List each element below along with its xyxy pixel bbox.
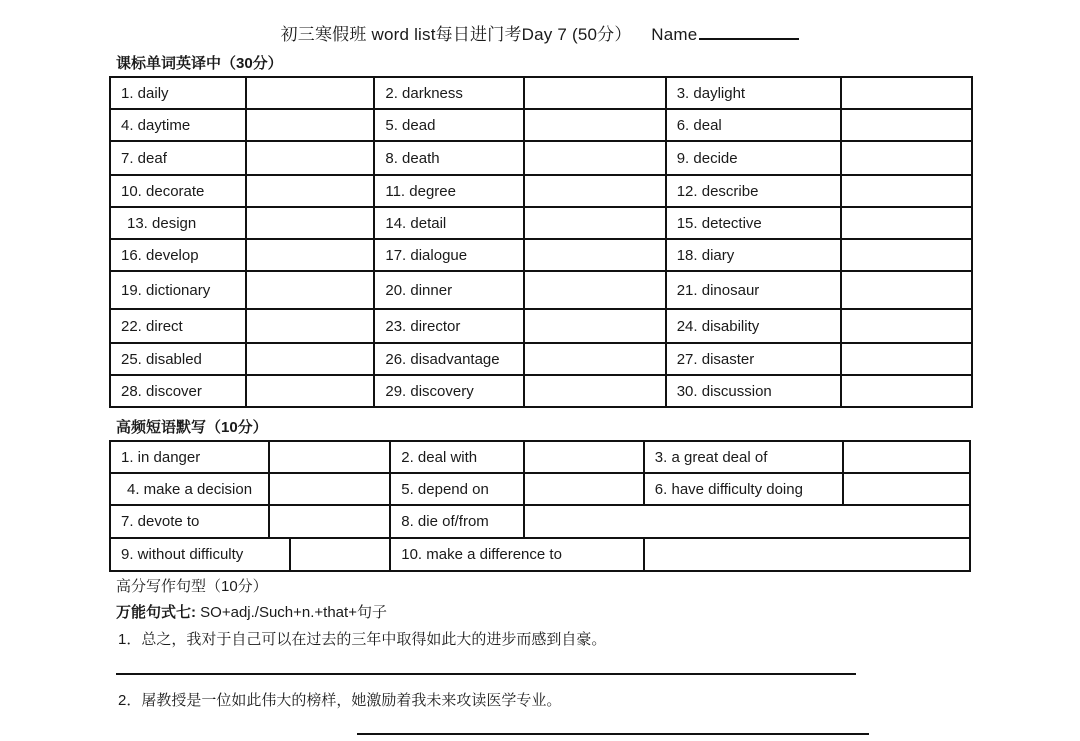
answer-cell[interactable]	[524, 343, 665, 375]
phrase-row	[110, 473, 970, 505]
vocab-row	[110, 375, 972, 407]
vocab-row	[110, 141, 972, 175]
phrase-item: 10. make a difference to	[390, 538, 644, 571]
vocab-word: 22. direct	[110, 309, 246, 343]
answer-cell[interactable]	[246, 343, 375, 375]
name-label: Name	[651, 25, 698, 44]
answer-cell[interactable]	[841, 141, 972, 175]
vocab-word: 15. detective	[666, 207, 842, 239]
answer-cell[interactable]	[269, 505, 390, 538]
answer-cell[interactable]	[841, 309, 972, 343]
answer-cell[interactable]	[524, 441, 644, 473]
vocab-word: 8. death	[374, 141, 524, 175]
answer-cell[interactable]	[841, 77, 972, 109]
answer-cell[interactable]	[269, 473, 390, 505]
vocab-word: 23. director	[374, 309, 524, 343]
answer-cell[interactable]	[246, 309, 375, 343]
answer-cell[interactable]	[524, 375, 665, 407]
answer-cell[interactable]	[843, 473, 970, 505]
phrase-item: 1. in danger	[110, 441, 269, 473]
formula-text: SO+adj./Such+n.+that+句子	[200, 604, 387, 621]
vocab-word: 16. develop	[110, 239, 246, 271]
vocab-word: 26. disadvantage	[374, 343, 524, 375]
answer-cell[interactable]	[843, 441, 970, 473]
answer-cell[interactable]	[524, 175, 665, 207]
answer-cell[interactable]	[644, 538, 970, 571]
vocab-row	[110, 175, 972, 207]
phrase-table	[109, 440, 971, 572]
answer-cell[interactable]	[524, 109, 665, 141]
answer-cell[interactable]	[841, 109, 972, 141]
vocab-word: 6. deal	[666, 109, 842, 141]
phrase-item: 4. make a decision	[110, 473, 269, 505]
answer-cell[interactable]	[246, 109, 375, 141]
vocab-row	[110, 309, 972, 343]
vocab-row	[110, 343, 972, 375]
phrase-item: 6. have difficulty doing	[644, 473, 843, 505]
vocab-row	[110, 239, 972, 271]
vocab-word: 11. degree	[374, 175, 524, 207]
page-title	[0, 20, 1080, 45]
vocab-word: 27. disaster	[666, 343, 842, 375]
vocab-word: 24. disability	[666, 309, 842, 343]
vocab-word: 3. daylight	[666, 77, 842, 109]
answer-cell[interactable]	[246, 175, 375, 207]
answer-cell[interactable]	[841, 207, 972, 239]
sentence-2: 2．屠教授是一位如此伟大的榜样，她激励着我未来攻读医学专业。	[118, 692, 562, 709]
answer-cell[interactable]	[524, 77, 665, 109]
phrase-row	[110, 505, 970, 538]
vocab-word: 28. discover	[110, 375, 246, 407]
vocab-word: 13. design	[110, 207, 246, 239]
vocab-word: 18. diary	[666, 239, 842, 271]
vocab-word: 7. deaf	[110, 141, 246, 175]
answer-cell[interactable]	[841, 375, 972, 407]
section3-label: 高分写作句型（10分）	[116, 578, 268, 595]
section2-label: 高频短语默写（10分）	[116, 419, 268, 436]
vocab-word: 17. dialogue	[374, 239, 524, 271]
vocab-word: 12. describe	[666, 175, 842, 207]
vocab-word: 2. darkness	[374, 77, 524, 109]
formula-title: 万能句式七:	[116, 604, 196, 621]
phrase-item: 7. devote to	[110, 505, 269, 538]
formula-line	[116, 601, 387, 622]
vocab-table	[109, 76, 973, 408]
answer-cell[interactable]	[269, 441, 390, 473]
vocab-row	[110, 109, 972, 141]
answer-cell[interactable]	[841, 239, 972, 271]
answer-cell[interactable]	[524, 473, 644, 505]
answer-cell[interactable]	[524, 271, 665, 309]
vocab-word: 30. discussion	[666, 375, 842, 407]
answer-cell[interactable]	[290, 538, 390, 571]
answer-cell[interactable]	[524, 141, 665, 175]
vocab-word: 25. disabled	[110, 343, 246, 375]
answer-cell[interactable]	[524, 309, 665, 343]
vocab-word: 29. discovery	[374, 375, 524, 407]
answer-cell[interactable]	[246, 77, 375, 109]
vocab-word: 20. dinner	[374, 271, 524, 309]
vocab-word: 19. dictionary	[110, 271, 246, 309]
answer-cell[interactable]	[524, 239, 665, 271]
vocab-word: 1. daily	[110, 77, 246, 109]
answer-cell[interactable]	[246, 375, 375, 407]
vocab-row	[110, 77, 972, 109]
phrase-row	[110, 538, 970, 571]
answer-cell[interactable]	[524, 505, 970, 538]
answer-cell[interactable]	[246, 141, 375, 175]
answer-cell[interactable]	[524, 207, 665, 239]
answer-cell[interactable]	[246, 207, 375, 239]
phrase-item: 5. depend on	[390, 473, 524, 505]
answer-cell[interactable]	[246, 271, 375, 309]
vocab-word: 9. decide	[666, 141, 842, 175]
vocab-row	[110, 271, 972, 309]
phrase-item: 9. without difficulty	[110, 538, 290, 571]
name-input-line[interactable]	[699, 22, 799, 40]
vocab-word: 10. decorate	[110, 175, 246, 207]
vocab-word: 14. detail	[374, 207, 524, 239]
answer-line-2[interactable]	[357, 733, 869, 735]
answer-cell[interactable]	[841, 175, 972, 207]
vocab-word: 4. daytime	[110, 109, 246, 141]
phrase-row	[110, 441, 970, 473]
phrase-item: 3. a great deal of	[644, 441, 843, 473]
vocab-row	[110, 207, 972, 239]
vocab-word: 21. dinosaur	[666, 271, 842, 309]
answer-cell[interactable]	[841, 271, 972, 309]
answer-cell[interactable]	[841, 343, 972, 375]
phrase-item: 8. die of/from	[390, 505, 524, 538]
title-text: 初三寒假班 word list每日进门考Day 7 (50分）	[280, 25, 632, 44]
vocab-word: 5. dead	[374, 109, 524, 141]
answer-cell[interactable]	[246, 239, 375, 271]
section1-label: 课标单词英译中（30分）	[116, 55, 283, 72]
answer-line-1[interactable]	[116, 673, 856, 675]
phrase-item: 2. deal with	[390, 441, 524, 473]
sentence-1: 1．总之，我对于自己可以在过去的三年中取得如此大的进步而感到自豪。	[118, 631, 607, 648]
